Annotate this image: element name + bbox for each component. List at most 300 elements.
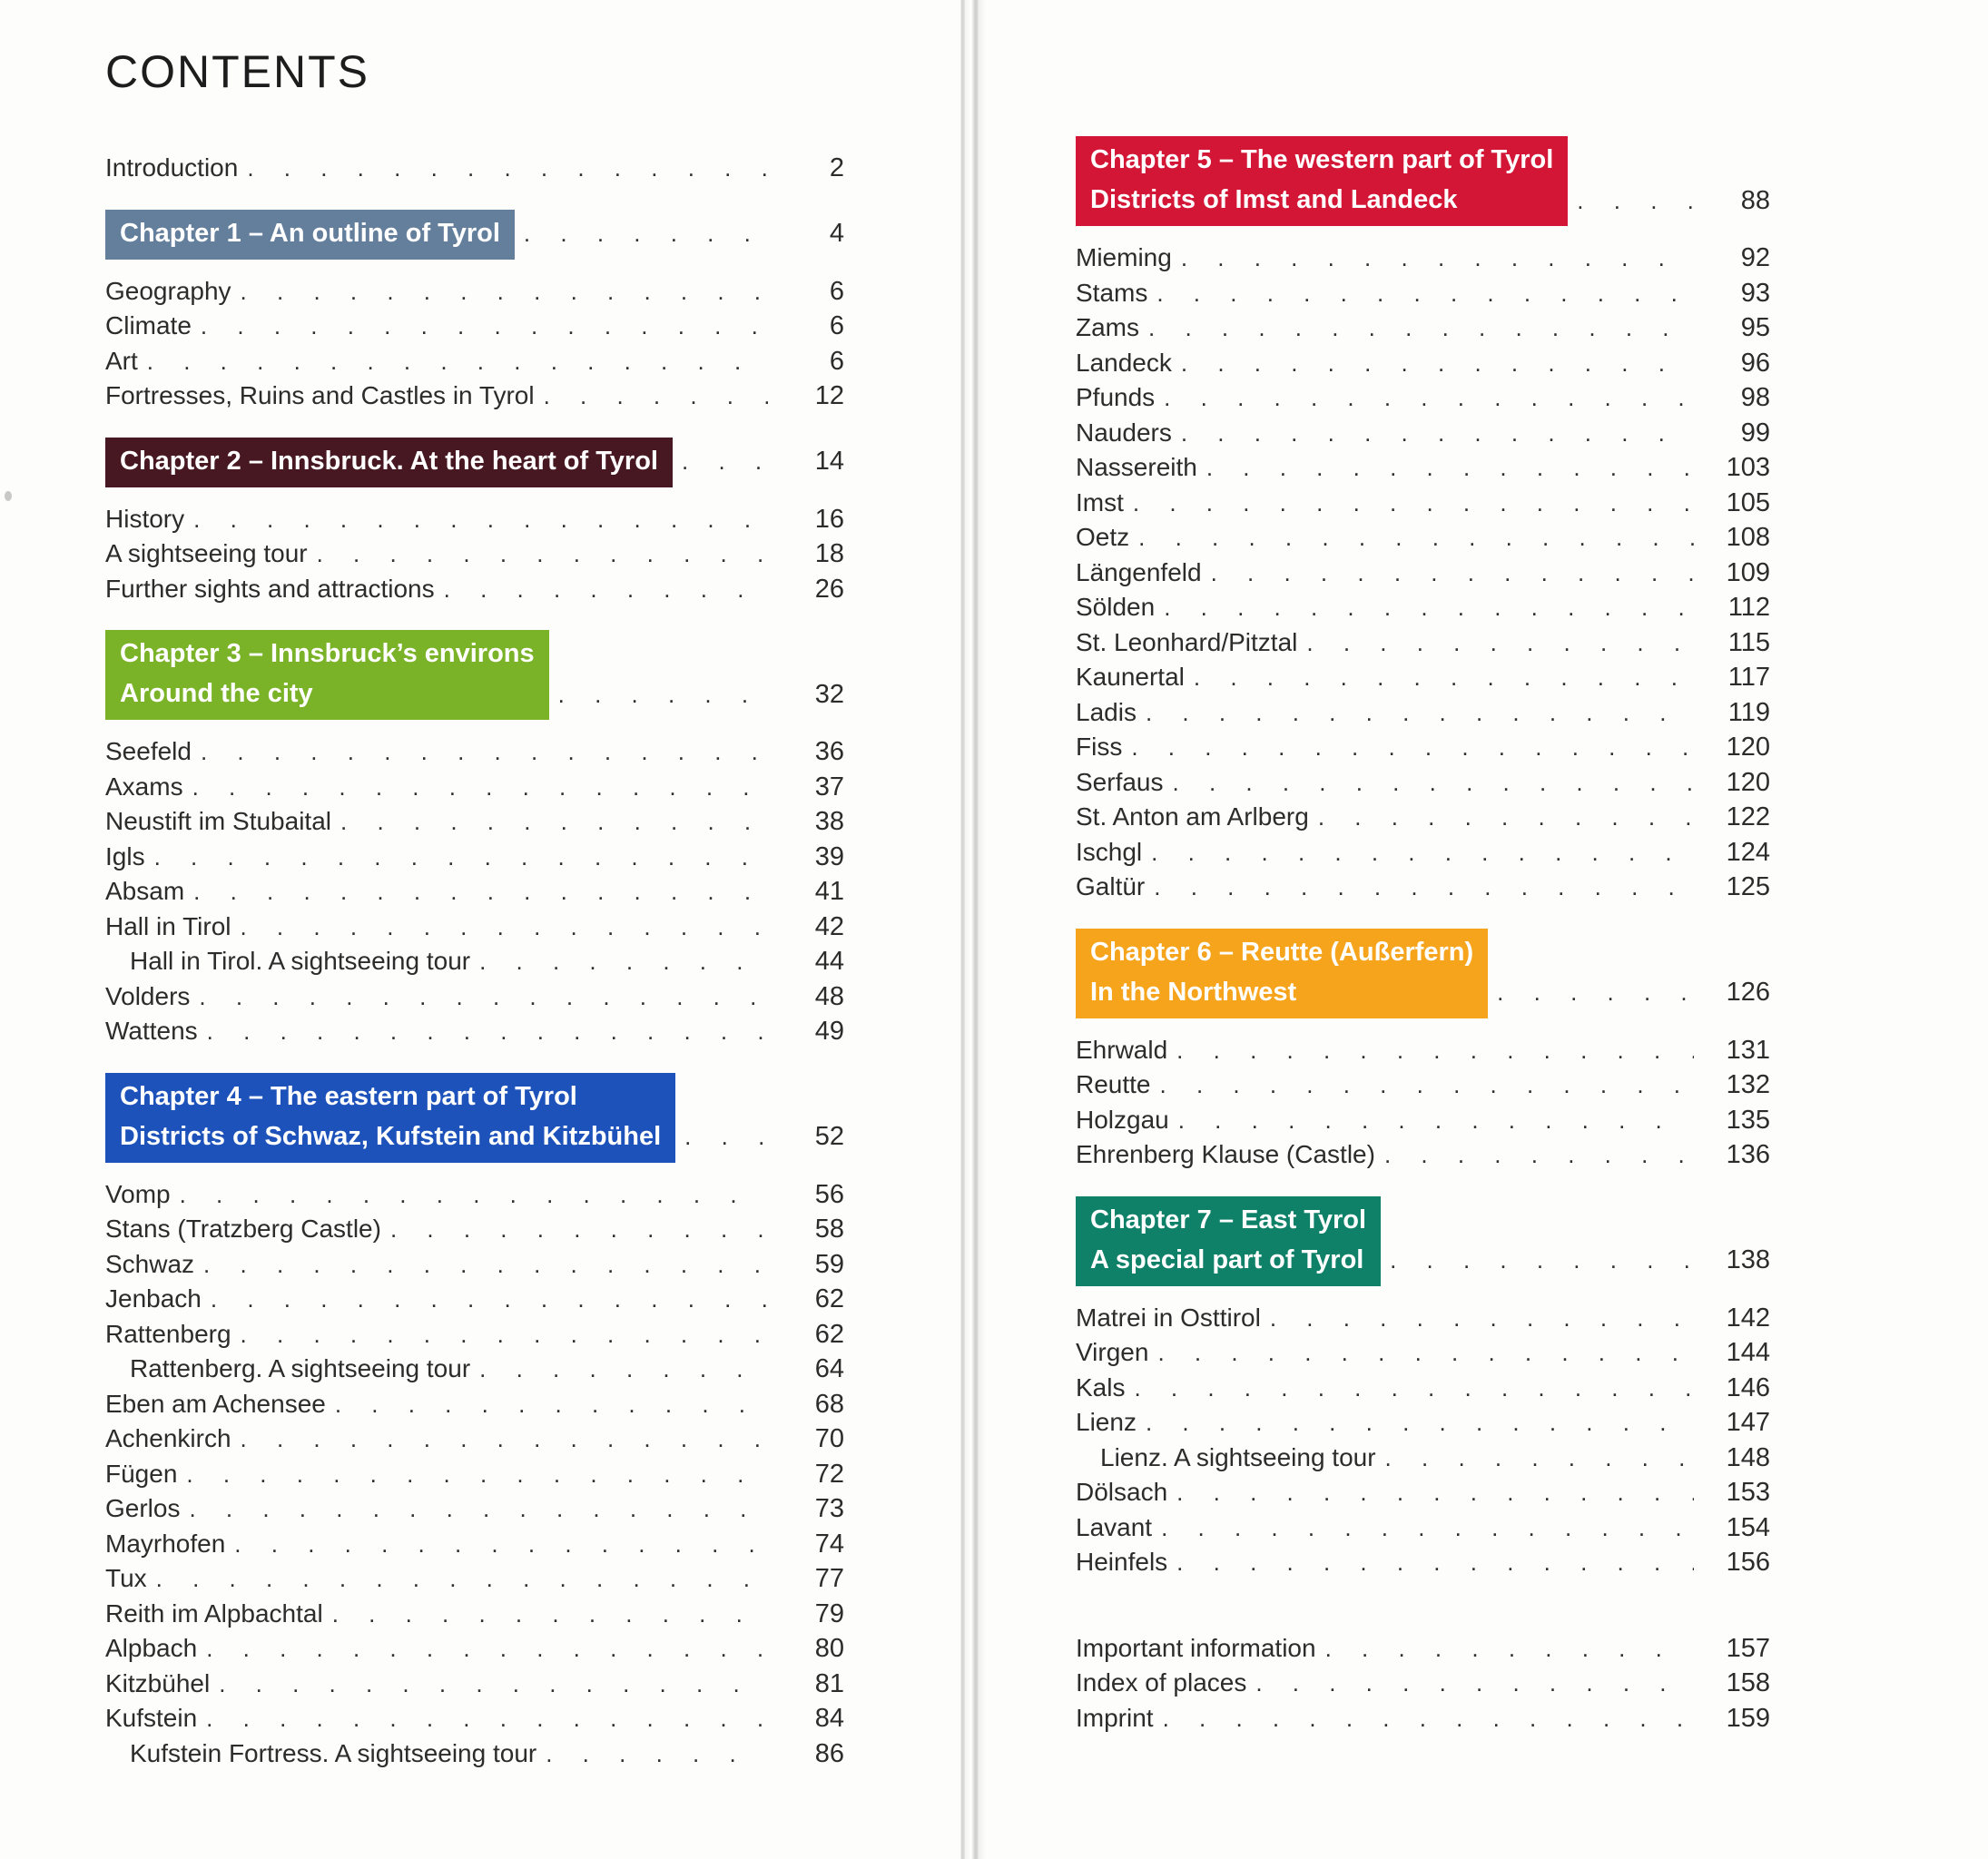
chapter-title-line: Chapter 1 – An outline of Tyrol (120, 218, 500, 248)
entry-page-number: 42 (814, 911, 844, 941)
entry-label: Kitzbühel (105, 1668, 211, 1697)
dot-leader (206, 1702, 768, 1736)
dot-leader (1154, 870, 1694, 905)
dot-leader (211, 1283, 768, 1317)
dot-leader (1181, 347, 1694, 381)
dot-leader (1306, 626, 1694, 661)
toc-entry-group (105, 1177, 844, 1772)
entry-label: Lienz. A sightseeing tour (1100, 1442, 1376, 1471)
toc-entry-row (105, 770, 844, 805)
entry-page-number: 36 (814, 737, 844, 766)
dot-leader (1270, 1302, 1694, 1336)
entry-page-number: 122 (1726, 802, 1770, 831)
chapter-row (105, 210, 844, 260)
toc-entry-row (105, 1317, 844, 1352)
toc-entry-row (1076, 1033, 1770, 1068)
entry-page-number: 39 (814, 841, 844, 871)
toc-entry-row (105, 1212, 844, 1247)
entry-label: Reith im Alpbachtal (105, 1598, 323, 1628)
entry-page-number: 158 (1726, 1668, 1770, 1697)
toc-entry-row (1076, 695, 1770, 731)
dot-leader (193, 875, 768, 910)
toc-entry-row (1076, 556, 1770, 591)
dot-leader (1163, 1702, 1694, 1736)
entry-label: Lavant (1076, 1512, 1153, 1541)
entry-page-number: 119 (1727, 697, 1770, 727)
entry-label: Volders (105, 981, 191, 1010)
entry-label: Art (105, 346, 138, 375)
toc-entry-group (105, 502, 844, 607)
entry-page-number: 120 (1726, 733, 1770, 762)
entry-page-number: 80 (814, 1634, 844, 1663)
entry-page-number: 93 (1740, 278, 1770, 308)
toc-entry-group (1076, 1033, 1770, 1173)
entry-page-number: 136 (1726, 1140, 1770, 1169)
dot-leader (201, 310, 768, 344)
entry-label: Nauders (1076, 418, 1172, 447)
entry-page-number: 44 (814, 947, 844, 976)
entry-page-number: 6 (829, 346, 844, 376)
entry-page-number: 37 (814, 772, 844, 802)
entry-label: Eben am Achensee (105, 1389, 326, 1418)
dot-leader (207, 1015, 768, 1049)
entry-label: Climate (105, 311, 192, 339)
entry-label: Matrei in Osttirol (1076, 1303, 1261, 1332)
entry-label: Stans (Tratzberg Castle) (105, 1215, 381, 1243)
dot-leader (340, 805, 768, 840)
dot-leader (1385, 1441, 1694, 1476)
entry-label: Imprint (1076, 1703, 1154, 1732)
entry-page-number: 62 (814, 1284, 844, 1313)
entry-page-number: 38 (814, 807, 844, 836)
toc-entry-row (1076, 241, 1770, 276)
toc-entry-row (1076, 1475, 1770, 1510)
entry-page-number: 95 (1740, 313, 1770, 342)
entry-label: Serfaus (1076, 767, 1164, 796)
right-page (999, 0, 1988, 1736)
dot-leader (1156, 277, 1694, 311)
toc-entry-row (105, 536, 844, 572)
dot-leader (206, 1632, 768, 1667)
entry-page-number: 26 (814, 574, 844, 604)
entry-page-number: 99 (1740, 418, 1770, 448)
dot-leader (1131, 731, 1694, 765)
toc-entry-group (105, 274, 844, 414)
entry-page-number: 103 (1726, 453, 1770, 482)
entry-label: St. Leonhard/Pitztal (1076, 627, 1298, 656)
dot-leader (1181, 241, 1694, 276)
entry-page-number: 156 (1726, 1548, 1770, 1577)
dot-leader (479, 945, 768, 979)
entry-page-number: 112 (1727, 593, 1770, 622)
dot-leader (189, 1492, 768, 1527)
dot-leader (1164, 381, 1694, 416)
entry-label: Reutte (1076, 1070, 1151, 1098)
chapter-page-number: 32 (814, 679, 844, 709)
entry-label: Rattenberg (105, 1319, 231, 1348)
toc-entry-group (1076, 1301, 1770, 1580)
entry-page-number: 125 (1726, 872, 1770, 901)
entry-label: Hall in Tirol (105, 911, 231, 940)
entry-page-number: 74 (814, 1529, 844, 1559)
toc-entry-row (105, 344, 844, 379)
chapter-title-line: Districts of Schwaz, Kufstein and Kitzbühel (120, 1121, 662, 1151)
toc-entry-row (105, 874, 844, 910)
chapter-title-box (1076, 136, 1568, 226)
dot-leader (1325, 1632, 1694, 1667)
entry-label: St. Anton am Arlberg (1076, 802, 1309, 831)
toc-entry-row (1076, 1510, 1770, 1546)
chapter-row (105, 630, 844, 720)
chapter-title-line: Around the city (120, 679, 313, 708)
entry-label: Zams (1076, 313, 1139, 341)
toc-entry-row (1076, 660, 1770, 695)
dot-leader (1146, 696, 1694, 731)
dot-leader (186, 1458, 768, 1492)
toc-entry-row (105, 274, 844, 310)
chapter-title-line: A special part of Tyrol (1090, 1244, 1364, 1274)
dot-leader (1577, 184, 1694, 227)
entry-label: Galtür (1076, 872, 1146, 900)
dot-leader (199, 980, 768, 1015)
entry-page-number: 115 (1727, 627, 1770, 657)
entry-label: Gerlos (105, 1494, 181, 1522)
entry-label: Dölsach (1076, 1478, 1168, 1506)
dot-leader (1206, 451, 1694, 486)
chapter-title-line: Chapter 4 – The eastern part of Tyrol (120, 1081, 577, 1111)
dot-leader (1194, 661, 1694, 695)
toc-entry-row (105, 1247, 844, 1283)
toc-entry-row (1076, 1067, 1770, 1103)
entry-page-number: 48 (814, 981, 844, 1011)
entry-page-number: 135 (1726, 1105, 1770, 1135)
toc-entry-row (1076, 765, 1770, 801)
chapter-page-number: 52 (814, 1122, 844, 1151)
toc-entry-row (1076, 1103, 1770, 1138)
entry-page-number: 68 (814, 1389, 844, 1419)
entry-label: Heinfels (1076, 1548, 1168, 1576)
toc-entry-row (105, 1387, 844, 1422)
dot-leader (444, 573, 768, 607)
entry-label: Vomp (105, 1179, 171, 1208)
chapter-row (105, 1073, 844, 1163)
entry-label: History (105, 504, 185, 533)
entry-label: Ischgl (1076, 837, 1143, 866)
entry-page-number: 144 (1726, 1338, 1770, 1367)
entry-label: A sightseeing tour (105, 539, 308, 567)
toc-entry-row (105, 1561, 844, 1597)
toc-entry-row (1076, 1701, 1770, 1736)
entry-label: Tux (105, 1564, 147, 1592)
chapter-title-box (105, 438, 673, 487)
entry-label: Mieming (1076, 243, 1172, 271)
dot-leader (1176, 1546, 1694, 1580)
toc-entry-row (1076, 1441, 1770, 1476)
dot-leader (684, 1120, 768, 1163)
dot-leader (156, 1562, 768, 1597)
entry-label: Nassereith (1076, 453, 1197, 481)
dot-leader (335, 1388, 768, 1422)
chapter-page-number: 126 (1726, 978, 1770, 1007)
chapter-page-number: 14 (814, 447, 844, 476)
toc-entry-row (1076, 1405, 1770, 1441)
dot-leader (1497, 976, 1694, 1018)
dot-leader (1146, 1406, 1694, 1441)
dot-leader (332, 1598, 768, 1632)
entry-label: Virgen (1076, 1338, 1149, 1366)
chapter-title-line: Chapter 7 – East Tyrol (1090, 1205, 1367, 1234)
toc-entry-row (105, 309, 844, 344)
chapter-row (1076, 929, 1770, 1018)
chapter-title-box (1076, 1196, 1381, 1286)
entry-page-number: 56 (814, 1179, 844, 1209)
entry-page-number: 132 (1726, 1070, 1770, 1099)
entry-label: Seefeld (105, 737, 192, 765)
dot-leader (1255, 1667, 1694, 1701)
entry-label: Schwaz (105, 1249, 195, 1278)
entry-page-number: 92 (1740, 243, 1770, 272)
dot-leader (247, 152, 768, 186)
entry-page-number: 84 (814, 1704, 844, 1733)
toc-entry-row (105, 1631, 844, 1667)
dot-leader (241, 275, 768, 310)
toc-entry-row (1076, 835, 1770, 870)
dot-leader (193, 503, 768, 537)
entry-page-number: 120 (1726, 767, 1770, 797)
entry-page-number: 154 (1726, 1512, 1770, 1542)
toc-entry-row (1076, 346, 1770, 381)
toc-entry-row (105, 1736, 844, 1772)
entry-label: Kufstein Fortress. A sightseeing tour (130, 1738, 537, 1767)
contents-title: CONTENTS (105, 46, 369, 97)
toc-entry-row (105, 1014, 844, 1049)
chapter-title-line: Chapter 6 – Reutte (Außerfern) (1090, 937, 1474, 967)
dot-leader (1176, 1476, 1694, 1510)
dot-leader (234, 1528, 768, 1562)
chapter-title-line: Chapter 3 – Innsbruck’s environs (120, 639, 535, 668)
toc-entry-row (105, 1282, 844, 1317)
entry-page-number: 109 (1726, 557, 1770, 587)
entry-label: Fiss (1076, 733, 1123, 761)
dot-leader (241, 1422, 768, 1457)
toc-entry-row (1076, 380, 1770, 416)
entry-page-number: 64 (814, 1354, 844, 1383)
entry-label: Achenkirch (105, 1424, 231, 1452)
toc-entry-row (1076, 1137, 1770, 1173)
entry-page-number: 49 (814, 1017, 844, 1046)
chapter-title-box (105, 210, 515, 260)
entry-label: Ehrwald (1076, 1035, 1168, 1064)
dot-leader (154, 841, 768, 875)
entry-label: Axams (105, 772, 183, 801)
entry-page-number: 77 (814, 1564, 844, 1593)
toc-entry-row (1076, 1666, 1770, 1701)
dot-leader (1151, 836, 1694, 870)
toc-entry-row (1076, 870, 1770, 905)
toc-entry-group (105, 151, 844, 186)
entry-page-number: 18 (814, 539, 844, 568)
toc-entry-row (105, 1352, 844, 1387)
chapter-page-number: 88 (1740, 185, 1770, 215)
dot-leader (524, 217, 768, 260)
dot-leader (1161, 1511, 1694, 1546)
toc-entry-row (105, 1527, 844, 1562)
toc-entry-row (105, 502, 844, 537)
chapter-row (1076, 1196, 1770, 1286)
toc-entry-row (1076, 520, 1770, 556)
toc-entry-row (1076, 1631, 1770, 1667)
toc-entry-row (105, 1491, 844, 1527)
toc-entry-row (1076, 310, 1770, 346)
toc-entry-row (105, 1421, 844, 1457)
entry-page-number: 2 (829, 153, 844, 182)
toc-entry-row (105, 734, 844, 770)
entry-page-number: 16 (814, 504, 844, 534)
toc-entry-row (105, 1177, 844, 1213)
entry-label: Absam (105, 877, 185, 905)
toc-entry-row (1076, 800, 1770, 835)
toc-entry-row (105, 1667, 844, 1702)
entry-label: Important information (1076, 1633, 1316, 1662)
entry-label: Längenfeld (1076, 557, 1202, 586)
entry-label: Fortresses, Ruins and Castles in Tyrol (105, 381, 535, 409)
dot-leader (1138, 521, 1694, 556)
entry-page-number: 6 (829, 276, 844, 306)
dot-leader (201, 735, 768, 770)
toc-entry-row (1076, 730, 1770, 765)
entry-label: Ehrenberg Klause (Castle) (1076, 1140, 1375, 1168)
entry-label: Ladis (1076, 697, 1137, 726)
entry-label: Neustift im Stubaital (105, 807, 331, 835)
entry-page-number: 86 (814, 1738, 844, 1768)
chapter-title-line: In the Northwest (1090, 977, 1297, 1007)
left-page (0, 0, 962, 1771)
dot-leader (1178, 1104, 1694, 1138)
dot-leader (558, 678, 768, 721)
toc-entry-row (105, 804, 844, 840)
toc-entry-row (105, 379, 844, 414)
entry-label: Holzgau (1076, 1105, 1169, 1134)
entry-label: Oetz (1076, 523, 1130, 551)
entry-label: Alpbach (105, 1634, 198, 1662)
dot-leader (1211, 556, 1694, 591)
entry-label: Introduction (105, 153, 239, 182)
chapter-row (1076, 136, 1770, 226)
dot-leader (390, 1213, 768, 1247)
toc-entry-row (1076, 590, 1770, 625)
toc-entry-row (1076, 416, 1770, 451)
left-page-sections (105, 151, 844, 1771)
toc-entry-row (105, 1457, 844, 1492)
toc-entry-group (1076, 241, 1770, 905)
toc-entry-group (1076, 1631, 1770, 1736)
toc-entry-row (1076, 1545, 1770, 1580)
toc-entry-row (1076, 1335, 1770, 1371)
entry-page-number: 6 (829, 311, 844, 340)
toc-entry-row (105, 151, 844, 186)
dot-leader (682, 445, 768, 487)
entry-label: Kals (1076, 1372, 1126, 1402)
dot-leader (1318, 801, 1694, 835)
entry-label: Index of places (1076, 1668, 1247, 1697)
chapter-title-line: Chapter 2 – Innsbruck. At the heart of Tyrol (120, 446, 658, 476)
dot-leader (1384, 1138, 1694, 1173)
dot-leader (1173, 766, 1695, 801)
toc-entry-row (105, 944, 844, 979)
chapter-page-number: 4 (829, 219, 844, 248)
dot-leader (1133, 487, 1694, 521)
dot-leader (1390, 1244, 1694, 1286)
entry-page-number: 131 (1726, 1035, 1770, 1065)
dot-leader (544, 379, 768, 414)
chapter-page-number: 138 (1726, 1245, 1770, 1274)
entry-page-number: 70 (814, 1424, 844, 1453)
toc-entry-row (105, 840, 844, 875)
entry-page-number: 12 (814, 381, 844, 410)
chapter-title-box (105, 1073, 675, 1163)
toc-entry-row (105, 1597, 844, 1632)
dot-leader (1134, 1372, 1694, 1406)
entry-label: Sölden (1076, 593, 1156, 621)
dot-leader (1181, 417, 1694, 451)
entry-page-number: 96 (1740, 348, 1770, 378)
entry-page-number: 108 (1726, 523, 1770, 552)
toc-entry-row (105, 910, 844, 945)
toc-entry-row (1076, 1371, 1770, 1406)
toc-entry-row (1076, 486, 1770, 521)
entry-page-number: 98 (1740, 383, 1770, 412)
toc-entry-row (1076, 450, 1770, 486)
toc-entry-row (1076, 625, 1770, 661)
entry-page-number: 117 (1727, 663, 1770, 692)
toc-entry-row (105, 572, 844, 607)
entry-label: Stams (1076, 278, 1148, 307)
entry-label: Lienz (1076, 1408, 1137, 1436)
dot-leader (203, 1248, 768, 1283)
entry-label: Kufstein (105, 1704, 198, 1732)
entry-page-number: 59 (814, 1249, 844, 1279)
entry-label: Hall in Tirol. A sightseeing tour (130, 947, 471, 975)
entry-label: Wattens (105, 1017, 198, 1045)
entry-label: Landeck (1076, 348, 1172, 377)
entry-page-number: 105 (1726, 487, 1770, 517)
toc-entry-row (105, 979, 844, 1015)
dot-leader (240, 910, 768, 945)
entry-page-number: 81 (814, 1668, 844, 1698)
chapter-title-box (105, 630, 549, 720)
dot-leader (241, 1318, 768, 1352)
dot-leader (546, 1737, 768, 1772)
entry-page-number: 41 (814, 877, 844, 906)
dot-leader (219, 1667, 768, 1702)
dot-leader (479, 1352, 768, 1387)
entry-label: Mayrhofen (105, 1529, 226, 1558)
chapter-title-line: Districts of Imst and Landeck (1090, 185, 1458, 214)
entry-label: Geography (105, 276, 231, 305)
toc-entry-row (105, 1701, 844, 1736)
chapter-title-box (1076, 929, 1488, 1018)
dot-leader (1148, 311, 1694, 346)
entry-page-number: 124 (1726, 837, 1770, 867)
entry-page-number: 146 (1726, 1372, 1770, 1402)
toc-entry-row (1076, 1301, 1770, 1336)
dot-leader (1157, 1336, 1694, 1371)
entry-page-number: 79 (814, 1598, 844, 1628)
dot-leader (147, 345, 768, 379)
dot-leader (1176, 1034, 1694, 1068)
dot-leader (1160, 1068, 1695, 1103)
entry-label: Fügen (105, 1459, 178, 1488)
